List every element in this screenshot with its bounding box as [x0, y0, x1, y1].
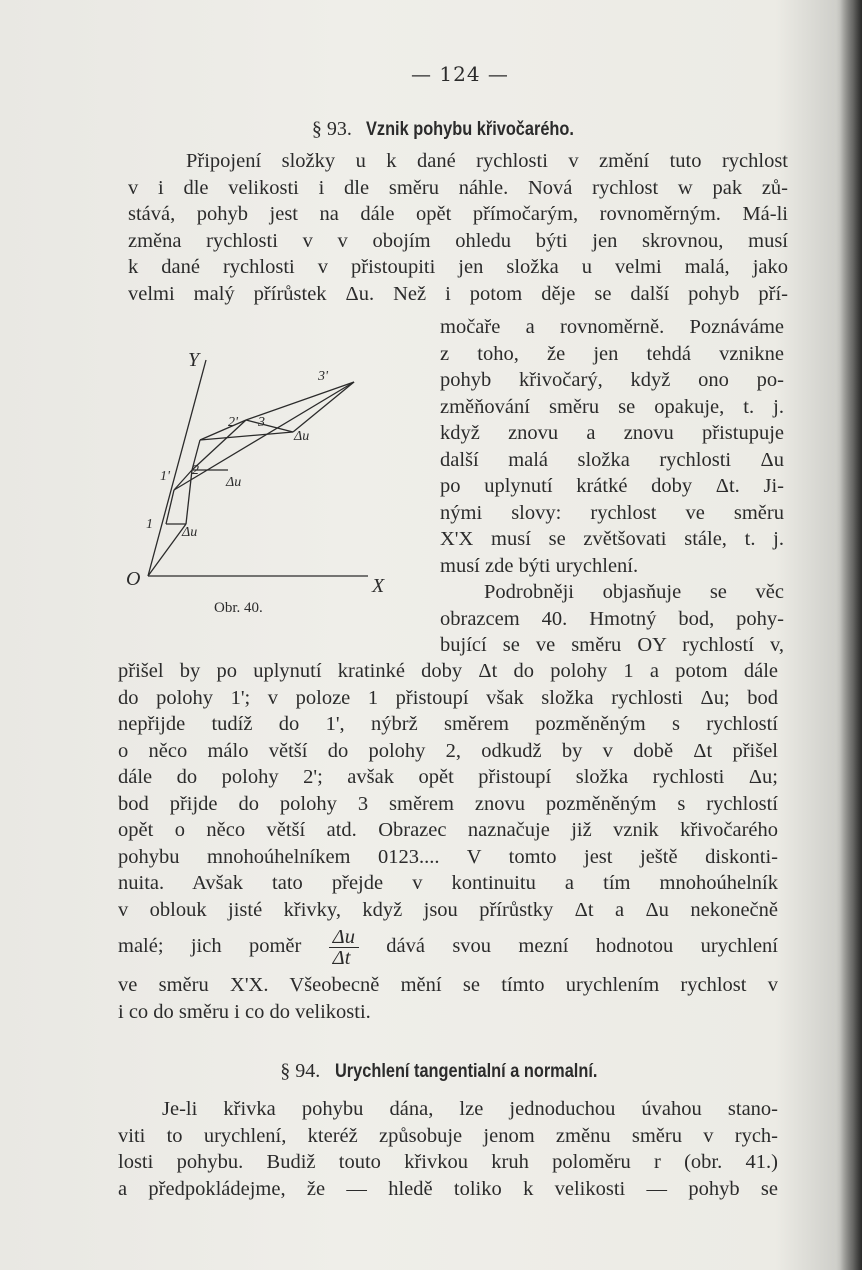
label-O: O	[126, 568, 141, 590]
text-line: bující se ve směru OY rychlostí v,	[440, 634, 784, 656]
label-2: 2	[192, 463, 199, 478]
text-line: obrazcem 40. Hmotný bod, pohy-	[440, 607, 784, 630]
text-line: nepřijde tudíž do 1', nýbrž směrem pozměněným s rychlostí	[118, 713, 778, 735]
path-1-2	[186, 470, 192, 524]
text-line: změna rychlosti v v obojím ohledu býti jen skrovnou, musí	[128, 229, 788, 252]
text-line: po uplynutí krátké doby Δt. Ji-	[440, 475, 784, 497]
label-3prime: 3'	[318, 369, 328, 384]
label-1prime: 1'	[160, 469, 170, 484]
text-line: nými slovy: rychlost ve směru	[440, 501, 784, 524]
section-94-title: Urychlení tangentialní a normalní.	[334, 1061, 598, 1082]
du-line-1b	[174, 470, 192, 490]
text-line: přišel by po uplynutí kratinké doby Δt do polohy 1 a potom dále	[118, 660, 778, 682]
text-line: další malá složka rychlosti Δu	[440, 448, 784, 471]
fraction-line	[118, 926, 778, 968]
label-du-1: Δu	[182, 525, 198, 540]
text-line: Připojení složky u k dané rychlosti v změní tuto rychlost	[186, 150, 788, 172]
text-line: močaře a rovnoměrně. Poznáváme	[440, 316, 784, 338]
section-94-heading	[0, 1058, 862, 1083]
line-1prime-3prime	[174, 382, 354, 490]
paragraph-3	[118, 1096, 778, 1202]
path-0-1	[148, 524, 186, 576]
text-line: pohyb křivočarý, když ono po-	[440, 369, 784, 391]
paragraph-1-right-column	[440, 314, 784, 659]
text-line: a předpokládejme, že — hledě toliko k velikosti — pohyb se	[118, 1177, 778, 1200]
section-93-title: Vznik pohybu křivočarého.	[366, 119, 575, 140]
text-line: nuita. Avšak tato přejde v kontinuitu a tím mnohoúhelník	[118, 872, 778, 894]
du-line-3	[246, 420, 293, 432]
text-line: pohybu mnohoúhelníkem 0123.... V tomto jest ještě diskonti-	[118, 845, 778, 868]
text-line: velmi malý přírůstek Δu. Než i potom děje se další pohyb pří-	[128, 282, 788, 305]
label-Y: Y	[188, 349, 200, 371]
text-line: když znovu a znovu přistupuje	[440, 422, 784, 444]
text-line: stává, pohyb jest na dále opět přímočarým, rovnoměrným. Má-li	[128, 203, 788, 225]
text-line: dále do polohy 2'; avšak opět přistoupí složka rychlosti Δu;	[118, 766, 778, 788]
label-du-3: Δu	[294, 429, 310, 444]
line-2prime-du	[200, 432, 293, 440]
text-line: z toho, že jen tehdá vznikne	[440, 342, 784, 365]
fraction-denominator: Δt	[332, 946, 351, 969]
text-line: Podrobněji objasňuje se věc	[484, 581, 784, 603]
text-line: bod přijde do polohy 3 směrem znovu pozměněným s rychlostí	[118, 792, 778, 815]
text-line: změňování směru se opakuje, t. j.	[440, 395, 784, 418]
figure-40-caption: Obr. 40.	[214, 600, 263, 616]
fraction-line-after: dává svou mezní hodnotou urychlení	[386, 935, 779, 957]
text-line: k dané rychlosti v přistoupiti jen složka u velmi malá, jako	[128, 256, 788, 278]
text-line: Je-li křivka pohybu dána, lze jednoduchou úvahou stano-	[162, 1098, 778, 1120]
label-3: 3	[258, 415, 265, 430]
text-line: viti to urychlení, kteréž způsobuje jenom změnu směru v rych-	[118, 1124, 778, 1147]
text-line: do polohy 1'; v poloze 1 přistoupí však složka rychlosti Δu; bod	[118, 686, 778, 709]
label-X: X	[372, 575, 385, 597]
fraction-line-before: malé; jich poměr	[118, 935, 302, 957]
text-line: X'X musí se zvětšovati stále, t. j.	[440, 528, 784, 550]
text-line: v i dle velikosti i dle směru náhle. Nová rychlost w pak zů-	[128, 176, 788, 199]
line-du-3prime	[293, 382, 354, 432]
text-line: v oblouk jisté křivky, když jsou přírůstky Δt a Δu nekonečně	[118, 898, 778, 921]
text-line: musí zde býti urychlení.	[440, 554, 639, 577]
label-2prime: 2'	[228, 415, 238, 430]
text-line: opět o něco větší atd. Obrazec naznačuje již vznik křivočarého	[118, 819, 778, 841]
text-line: losti pohybu. Budiž touto křivkou kruh poloměru r (obr. 41.)	[118, 1151, 778, 1173]
fraction-numerator: Δu	[329, 927, 359, 948]
paragraph-2-end	[118, 972, 778, 1025]
paragraph-1	[128, 148, 788, 307]
text-line: o něco málo větší do polohy 2, odkudž by v době Δt přišel	[118, 739, 778, 762]
figure-40-diagram	[118, 340, 408, 630]
section-93-number: § 93.	[311, 118, 352, 140]
page-number: — 124 —	[411, 62, 509, 86]
text-line: ve směru X'X. Všeobecně mění se tímto urychlením rychlost v	[118, 974, 778, 996]
text-line: i co do směru i co do velikosti.	[118, 1000, 371, 1023]
section-94-number: § 94.	[280, 1060, 321, 1082]
fraction-du-dt	[329, 927, 359, 968]
section-93-heading	[0, 116, 862, 141]
paragraph-2	[118, 658, 778, 923]
label-du-2: Δu	[226, 475, 242, 490]
label-1: 1	[146, 517, 153, 532]
